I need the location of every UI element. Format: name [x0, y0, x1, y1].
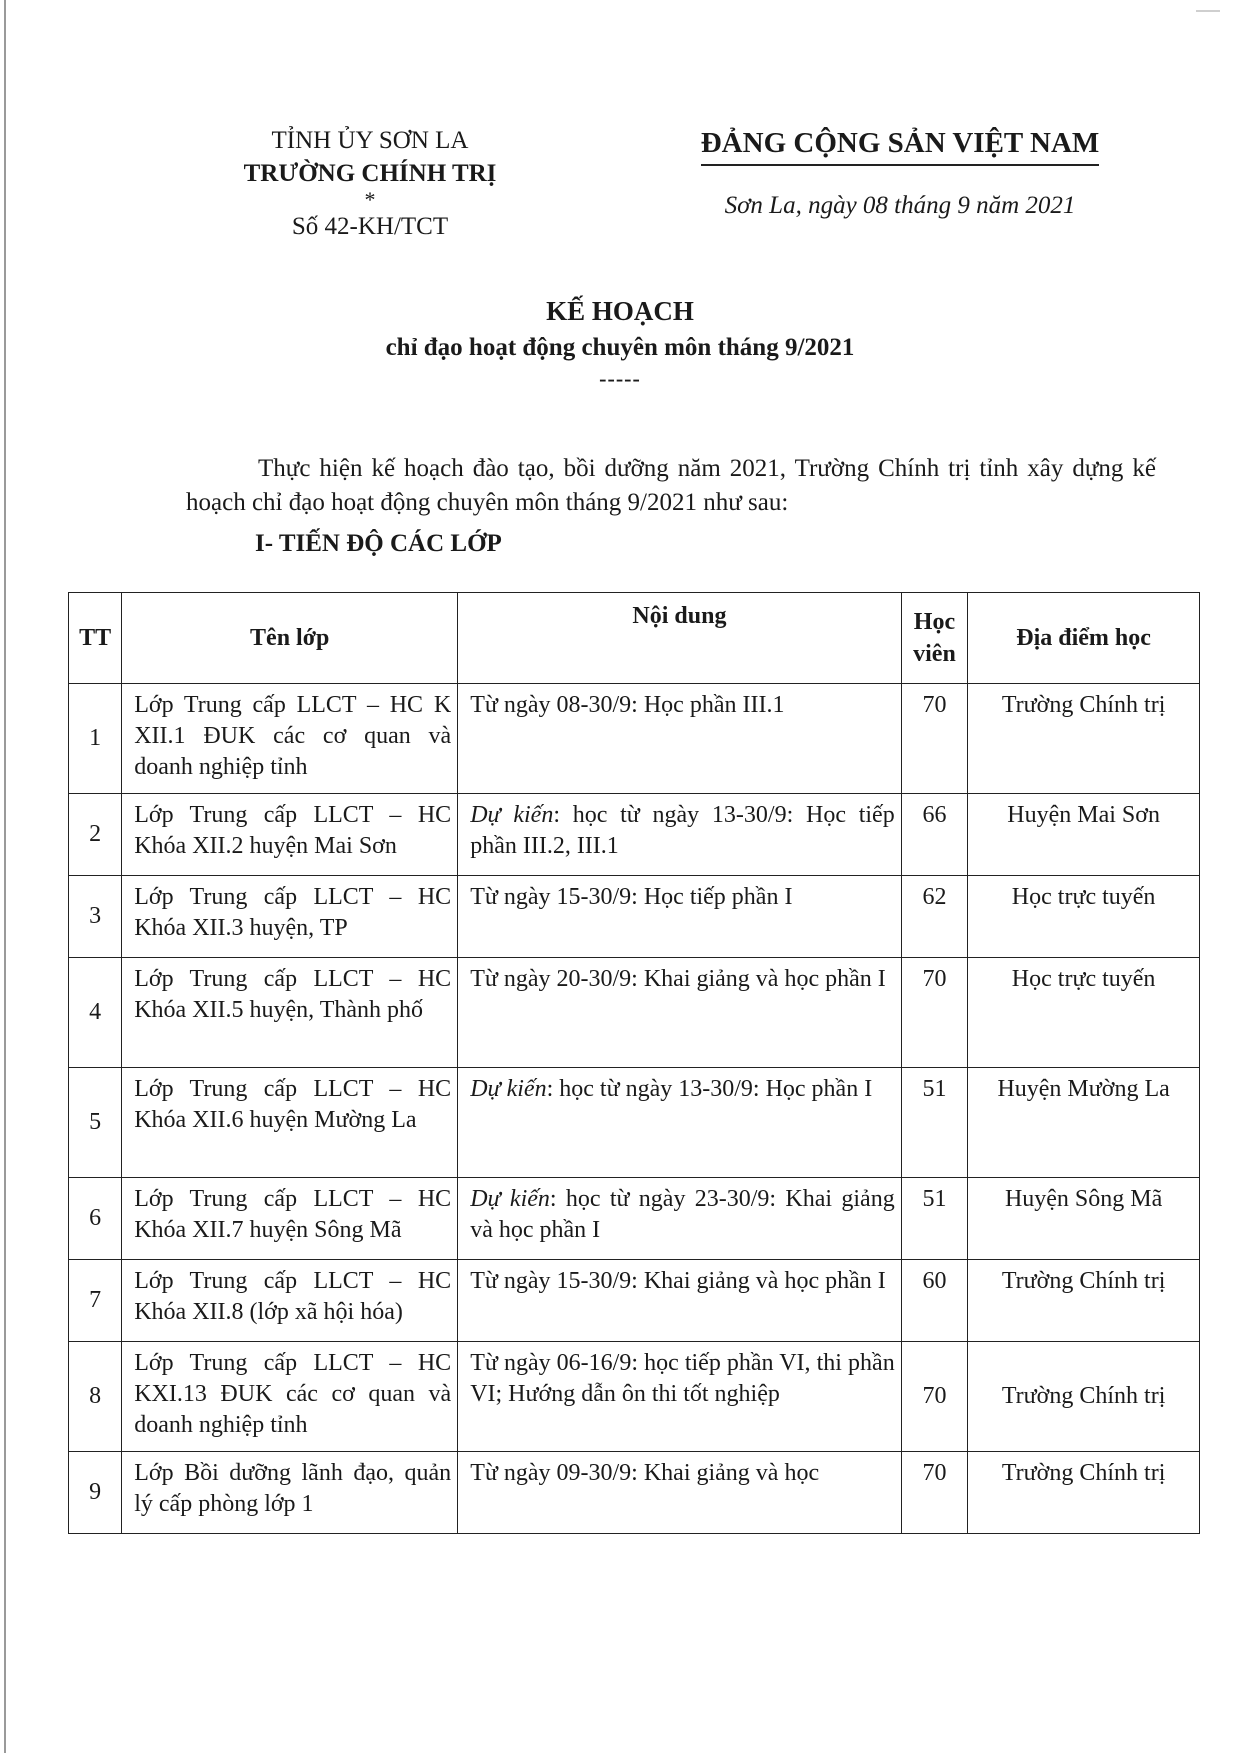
content-text: Từ ngày 20-30/9: Khai giảng và học phần I: [470, 966, 886, 992]
class-location: Trường Chính trị: [968, 1452, 1200, 1534]
class-location: Học trực tuyến: [968, 958, 1200, 1068]
row-number: 8: [69, 1342, 122, 1452]
section-heading: I- TIẾN ĐỘ CÁC LỚP: [255, 530, 502, 557]
table-row: [69, 684, 1200, 794]
content-text: : học từ ngày 13-30/9: Học phần I: [546, 1076, 873, 1102]
issuer-star: *: [364, 187, 376, 212]
row-number: 7: [69, 1260, 122, 1342]
class-schedule-table: [68, 592, 1200, 1534]
header-students-line1: Học: [913, 609, 956, 635]
place-date: Sơn La, ngày 08 tháng 9 năm 2021: [724, 192, 1076, 219]
student-count: 60: [901, 1260, 968, 1342]
class-name: Lớp Trung cấp LLCT – HC KXI.13 ĐUK các cơ quan và doanh nghiệp tỉnh: [122, 1342, 458, 1452]
party-block: [670, 126, 1130, 220]
row-number: 4: [69, 958, 122, 1068]
row-number: 9: [69, 1452, 122, 1534]
header-class-name: Tên lớp: [122, 593, 458, 684]
student-count: 51: [901, 1178, 968, 1260]
class-name: Lớp Trung cấp LLCT – HC Khóa XII.7 huyện Sông Mã: [122, 1178, 458, 1260]
class-name: Lớp Bồi dưỡng lãnh đạo, quản lý cấp phòng lớp 1: [122, 1452, 458, 1534]
document-subtitle: chỉ đạo hoạt động chuyên môn tháng 9/2021: [385, 334, 855, 361]
class-location: Huyện Mường La: [968, 1068, 1200, 1178]
class-location: Trường Chính trị: [968, 684, 1200, 794]
class-content: [458, 684, 902, 794]
content-text: Từ ngày 15-30/9: Học tiếp phần I: [470, 884, 793, 910]
party-name: ĐẢNG CỘNG SẢN VIỆT NAM: [701, 126, 1100, 166]
student-count: 70: [901, 1342, 968, 1452]
class-name: Lớp Trung cấp LLCT – HC K XII.1 ĐUK các cơ quan và doanh nghiệp tỉnh: [122, 684, 458, 794]
class-name: Lớp Trung cấp LLCT – HC Khóa XII.6 huyện Mường La: [122, 1068, 458, 1178]
class-content: [458, 1342, 902, 1452]
header-students: [901, 593, 968, 684]
issuer-province: TỈNH ỦY SƠN LA: [271, 127, 469, 154]
class-content: [458, 1068, 902, 1178]
header-tt: TT: [69, 593, 122, 684]
class-location: Học trực tuyến: [968, 876, 1200, 958]
header-content: Nội dung: [458, 593, 902, 684]
title-separator: -----: [599, 366, 641, 391]
class-content: [458, 1260, 902, 1342]
class-name: Lớp Trung cấp LLCT – HC Khóa XII.8 (lớp xã hội hóa): [122, 1260, 458, 1342]
table-row: [69, 958, 1200, 1068]
content-label: Dự kiến: [470, 1076, 547, 1102]
table-row: [69, 876, 1200, 958]
class-location: Trường Chính trị: [968, 1260, 1200, 1342]
class-content: [458, 958, 902, 1068]
table-row: [69, 1452, 1200, 1534]
content-label: Dự kiến: [470, 1186, 550, 1212]
document-number: Số 42-KH/TCT: [291, 213, 449, 240]
document-title: KẾ HOẠCH: [546, 296, 694, 326]
row-number: 6: [69, 1178, 122, 1260]
scan-edge-line: [4, 0, 6, 1753]
row-number: 5: [69, 1068, 122, 1178]
student-count: 51: [901, 1068, 968, 1178]
table-row: [69, 1068, 1200, 1178]
content-text: Từ ngày 15-30/9: Khai giảng và học phần I: [470, 1268, 886, 1294]
header-students-line2: viên: [913, 641, 956, 667]
content-text: Từ ngày 06-16/9: học tiếp phần VI, thi phần VI; Hướng dẫn ôn thi tốt nghiệp: [470, 1350, 895, 1407]
intro-paragraph: Thực hiện kế hoạch đào tạo, bồi dưỡng năm 2021, Trường Chính trị tỉnh xây dựng kế hoạch chỉ đạo hoạt động chuyên môn tháng 9/2021 như sau:: [186, 455, 1156, 516]
issuer-block: [200, 124, 540, 243]
header-location: Địa điểm học: [968, 593, 1200, 684]
row-number: 3: [69, 876, 122, 958]
content-text: Từ ngày 09-30/9: Khai giảng và học: [470, 1460, 820, 1486]
content-text: : học từ ngày 13-30/9: Học tiếp phần III.2, III.1: [470, 802, 895, 859]
student-count: 62: [901, 876, 968, 958]
content-text: : học từ ngày 23-30/9: Khai giảng và học phần I: [470, 1186, 895, 1243]
student-count: 70: [901, 958, 968, 1068]
class-content: [458, 794, 902, 876]
student-count: 70: [901, 1452, 968, 1534]
scan-mark: [1196, 10, 1220, 12]
student-count: 70: [901, 684, 968, 794]
content-text: Từ ngày 08-30/9: Học phần III.1: [470, 692, 785, 718]
table-row: [69, 794, 1200, 876]
issuer-school: TRƯỜNG CHÍNH TRỊ: [243, 160, 497, 187]
table-row: [69, 1178, 1200, 1260]
class-location: Huyện Mai Sơn: [968, 794, 1200, 876]
class-name: Lớp Trung cấp LLCT – HC Khóa XII.2 huyện Mai Sơn: [122, 794, 458, 876]
row-number: 2: [69, 794, 122, 876]
class-content: [458, 1452, 902, 1534]
class-content: [458, 1178, 902, 1260]
content-label: Dự kiến: [470, 802, 554, 828]
class-name: Lớp Trung cấp LLCT – HC Khóa XII.5 huyện, Thành phố: [122, 958, 458, 1068]
class-location: Trường Chính trị: [968, 1342, 1200, 1452]
class-content: [458, 876, 902, 958]
table-header-row: [69, 593, 1200, 684]
table-row: [69, 1342, 1200, 1452]
student-count: 66: [901, 794, 968, 876]
row-number: 1: [69, 684, 122, 794]
class-location: Huyện Sông Mã: [968, 1178, 1200, 1260]
table-row: [69, 1260, 1200, 1342]
class-name: Lớp Trung cấp LLCT – HC Khóa XII.3 huyện, TP: [122, 876, 458, 958]
